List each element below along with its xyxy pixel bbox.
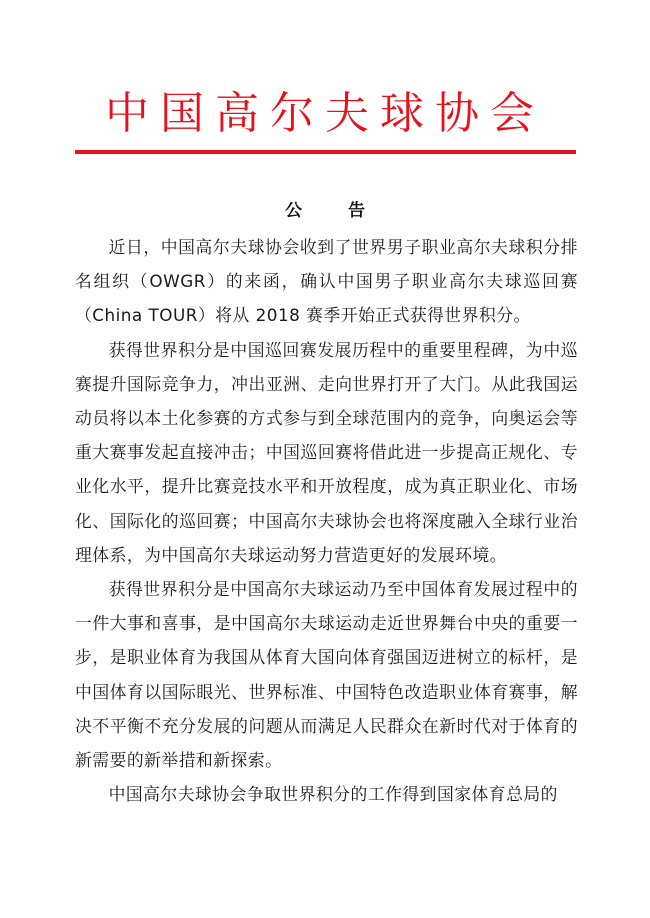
paragraph-4: 中国高尔夫球协会争取世界积分的工作得到国家体育总局的 bbox=[108, 784, 558, 805]
header-red-rule bbox=[75, 150, 576, 154]
notice-body bbox=[75, 230, 578, 811]
organization-header: 中国高尔夫球协会 bbox=[105, 88, 545, 139]
paragraph-1: 近日，中国高尔夫球协会收到了世界男子职业高尔夫球积分排名组织（OWGR）的来函，确认中国男子职业高尔夫球巡回赛（China TOUR）将从 2018 赛季开始正式获得世界积分。 bbox=[75, 237, 578, 326]
notice-title: 公 告 bbox=[285, 201, 385, 221]
paragraph-3: 获得世界积分是中国高尔夫球运动乃至中国体育发展过程中的一件大事和喜事，是中国高尔夫球运动走近世界舞台中央的重要一步，是职业体育为我国从体育大国向体育强国迈进树立的标杆，是中国体育以国际眼光、世界标准、中国特色改造职业体育赛事，解决不平衡不充分发展的问题从而满足人民群众在新时代对于体育的新需要的新举措和新探索。 bbox=[75, 579, 578, 771]
paragraph-2: 获得世界积分是中国巡回赛发展历程中的重要里程碑，为中巡赛提升国际竞争力，冲出亚洲、走向世界打开了大门。从此我国运动员将以本土化参赛的方式参与到全球范围内的竞争，向奥运会等重大赛事发起直接冲击；中国巡回赛将借此进一步提高正规化、专业化水平，提升比赛竞技水平和开放程度，成为真正职业化、市场化、国际化的巡回赛；中国高尔夫球协会也将深度融入全球行业治理体系，为中国高尔夫球运动努力营造更好的发展环境。 bbox=[75, 339, 578, 565]
